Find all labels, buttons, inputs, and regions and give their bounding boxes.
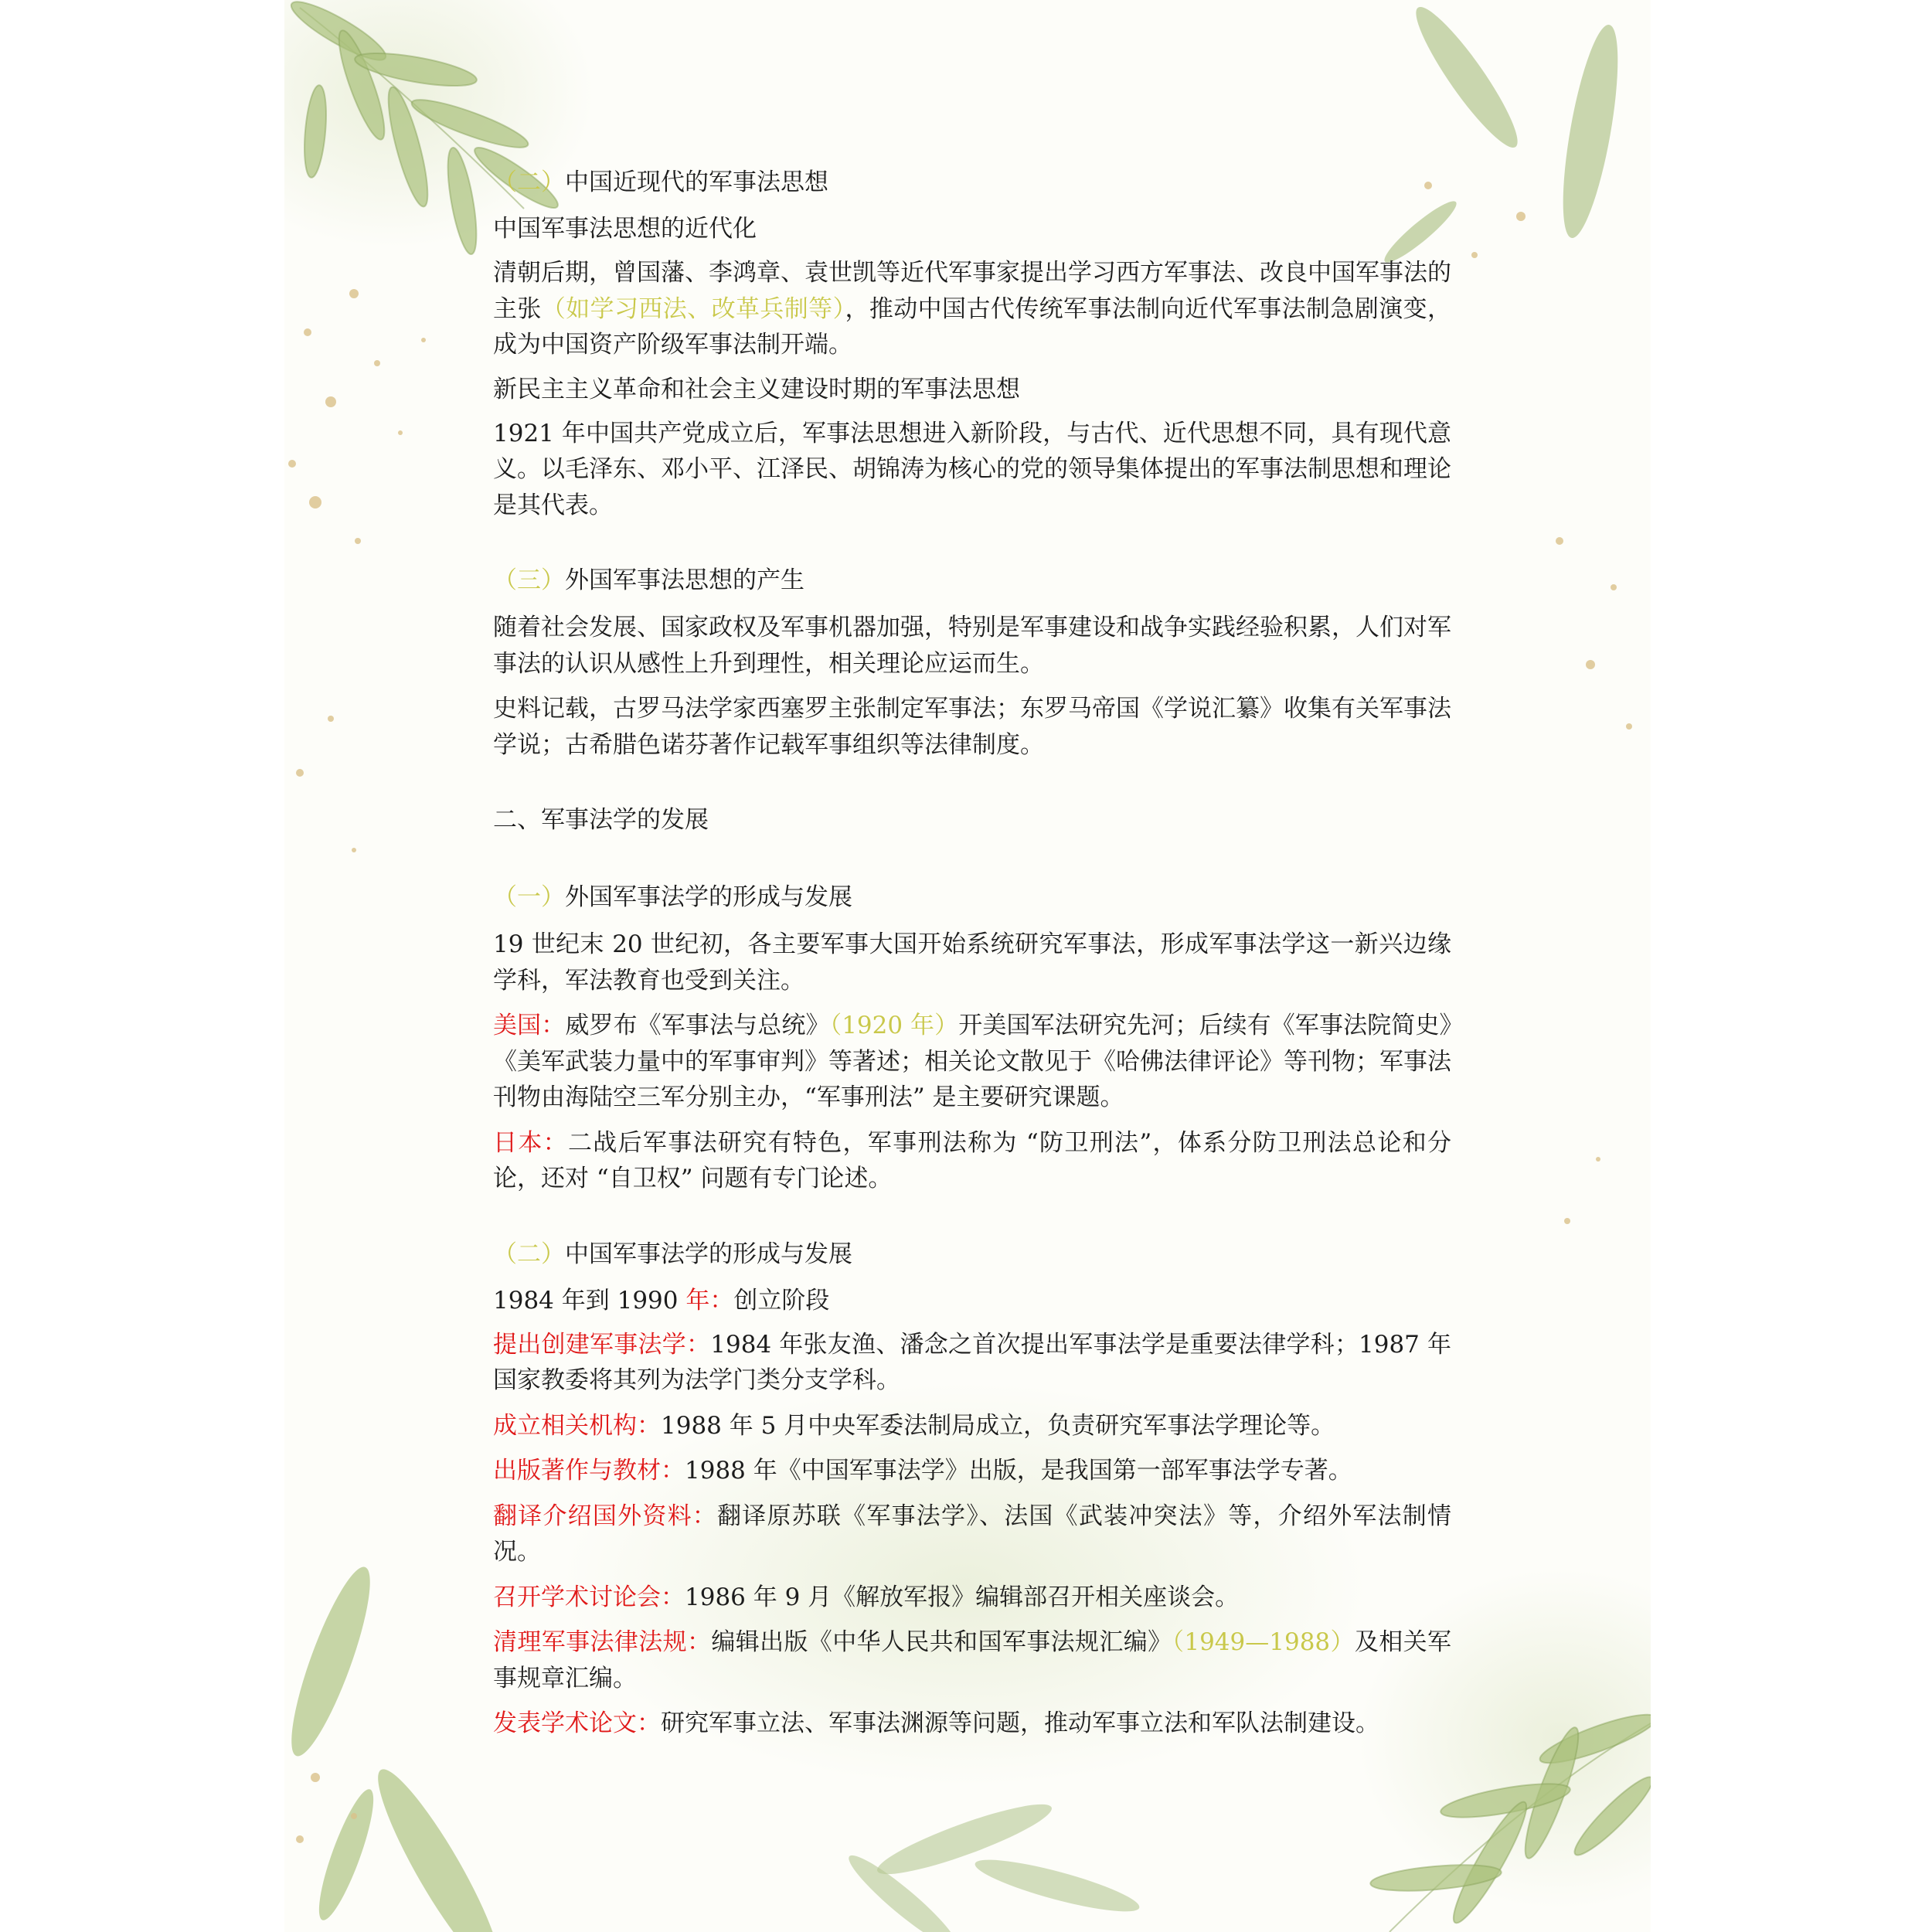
section-heading-text: 中国军事法学的形成与发展 [565,1240,852,1268]
highlight-text: （1949—1988） [1172,1628,1355,1656]
document-body [493,155,1451,1751]
document-page [284,0,1651,1932]
paragraph-lead: 成立相关机构： [493,1411,661,1440]
section-heading [493,880,1451,914]
paragraph-text: 1984 年张友渔、潘念之首次提出军事法学是重要法律学科；1987 年国家教委将其列为法学门类分支学科。 [493,1330,1451,1394]
paragraph-text: 二战后军事法研究有特色，军事刑法称为 “防卫刑法”，体系分防卫刑法总论和分论，还对 “自卫权” 问题有专门论述。 [493,1128,1452,1192]
subheading-text: 1984 年到 1990 [493,1286,686,1315]
paragraph-text: 及相关军事规章汇编。 [493,1628,1452,1692]
paragraph [493,1327,1451,1399]
paragraph-lead: 日本： [493,1128,568,1157]
subheading: 新民主主义革命和社会主义建设时期的军事法思想 [493,375,1020,403]
highlight-text: （如学习西法、改革兵制等） [541,294,845,323]
paragraph [493,1125,1451,1197]
paragraph-text: 清朝后期，曾国藩、李鸿章、袁世凯等近代军事家提出学习西方军事法、改良中国军事法的主张 [493,259,1451,323]
section-heading [493,563,1451,597]
paragraph-lead: 清理军事法律法规： [493,1628,712,1656]
paragraph-text: 翻译原苏联《军事法学》、法国《武装冲突法》等，介绍外军法制情况。 [493,1502,1451,1566]
subheading [493,1284,1451,1318]
paragraph-text: 1986 年 9 月《解放军报》编辑部召开相关座谈会。 [685,1583,1240,1611]
paragraph [493,1408,1451,1444]
leaf-bottom-center [842,1793,1143,1932]
paragraph [493,1706,1451,1742]
paragraph-lead: 召开学术讨论会： [493,1583,685,1611]
paragraph-text: 威罗布《军事法与总统》 [565,1012,830,1039]
paragraph-text: 编辑出版《中华人民共和国军事法规汇编》 [711,1628,1172,1656]
paragraph-text: 1988 年《中国军事法学》出版，是我国第一部军事法学专著。 [685,1457,1352,1485]
paragraph: 随着社会发展、国家政权及军事机器加强，特别是军事建设和战争实践经验积累，人们对军事法的认识从感性上升到理性，相关理论应运而生。 [493,614,1451,678]
paragraph-lead: 出版著作与教材： [493,1457,685,1485]
subheading-highlight: 年： [685,1286,734,1315]
paragraph [493,1624,1451,1696]
section-heading [493,165,1451,199]
paragraph-lead: 翻译介绍国外资料： [493,1502,718,1530]
paragraph: 19 世纪末 20 世纪初，各主要军事大国开始系统研究军事法，形成军事法学这一新兴边缘学科，军法教育也受到关注。 [493,930,1451,995]
paragraph [493,1453,1451,1489]
highlight-text: （1920 年） [829,1012,959,1039]
paragraph-lead: 提出创建军事法学： [493,1330,711,1359]
leaf-bottom-left [284,1560,515,1932]
chapter-heading: 二、军事法学的发展 [493,806,709,834]
paragraph [493,1580,1451,1616]
section-heading-text: 中国近现代的军事法思想 [565,168,828,196]
paragraph-lead: 发表学术论文： [493,1709,661,1737]
paragraph [493,1008,1451,1116]
section-heading-number: （一） [493,883,565,911]
paragraph-text: 1988 年 5 月中央军委法制局成立，负责研究军事法学理论等。 [661,1411,1335,1440]
subheading: 中国军事法思想的近代化 [493,215,757,243]
section-heading-number: （二） [493,168,565,196]
section-heading [493,1237,1451,1271]
paragraph: 史料记载，古罗马法学家西塞罗主张制定军事法；东罗马帝国《学说汇纂》收集有关军事法学说；古希腊色诺芬著作记载军事组织等法律制度。 [493,695,1451,759]
paragraph: 1921 年中国共产党成立后，军事法思想进入新阶段，与古代、近代思想不同，具有现代意义。以毛泽东、邓小平、江泽民、胡锦涛为核心的党的领导集体提出的军事法制思想和理论是其代表。 [493,419,1451,519]
paragraph [493,1498,1451,1570]
section-heading-text: 外国军事法学的形成与发展 [565,883,852,911]
paragraph-text: ，推动中国古代传统军事法制向近代军事法制急剧演变，成为中国资产阶级军事法制开端。 [493,294,1452,359]
paragraph [493,255,1451,363]
section-heading-text: 外国军事法思想的产生 [565,566,804,594]
subheading-text: 创立阶段 [733,1286,830,1315]
section-heading-number: （二） [493,1240,565,1268]
section-heading-number: （三） [493,566,565,594]
paragraph-lead: 美国： [493,1012,566,1039]
paragraph-text: 研究军事立法、军事法渊源等问题，推动军事立法和军队法制建设。 [661,1709,1379,1737]
paragraph-text: 开美国军法研究先河；后续有《军事法院简史》《美军武装力量中的军事审判》等著述；相关论文散见于《哈佛法律评论》等刊物；军事法刊物由海陆空三军分别主办，“军事刑法” 是主要研究课题。 [493,1012,1452,1111]
